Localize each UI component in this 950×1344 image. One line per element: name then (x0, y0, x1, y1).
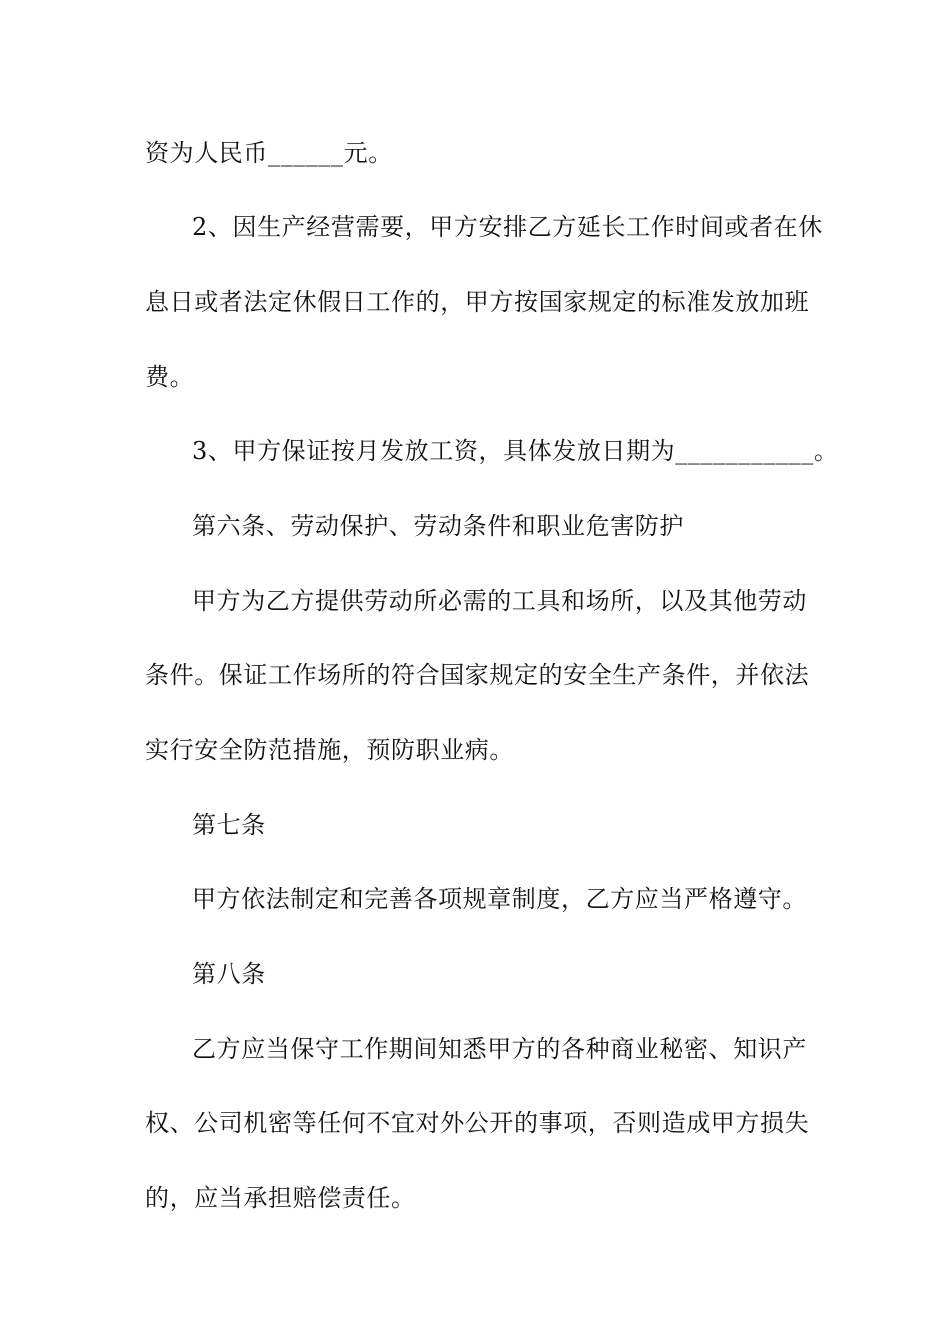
text-line: 实行安全防范措施，预防职业病。 (145, 736, 514, 764)
text-line: 息日或者法定休假日工作的，甲方按国家规定的标准发放加班 (145, 288, 810, 316)
section-heading: 第六条、劳动保护、劳动条件和职业危害防护 (192, 512, 684, 540)
section-heading: 第七条 (192, 811, 266, 839)
text-line: 2、因生产经营需要，甲方安排乙方延长工作时间或者在休 (192, 213, 823, 241)
text-line: 甲方为乙方提供劳动所必需的工具和场所，以及其他劳动 (192, 587, 807, 615)
text-line: 资为人民币______元。 (145, 139, 393, 167)
text-line: 乙方应当保守工作期间知悉甲方的各种商业秘密、知识产 (192, 1035, 807, 1063)
text-line: 权、公司机密等任何不宜对外公开的事项，否则造成甲方损失 (145, 1109, 810, 1137)
section-heading: 第八条 (192, 960, 266, 988)
text-line: 条件。保证工作场所的符合国家规定的安全生产条件，并依法 (145, 661, 810, 689)
text-line: 的，应当承担赔偿责任。 (145, 1184, 416, 1212)
text-line: 费。 (145, 363, 195, 391)
text-line: 甲方依法制定和完善各项规章制度，乙方应当严格遵守。 (192, 885, 807, 913)
text-line: 3、甲方保证按月发放工资，具体发放日期为___________。 (192, 437, 839, 465)
